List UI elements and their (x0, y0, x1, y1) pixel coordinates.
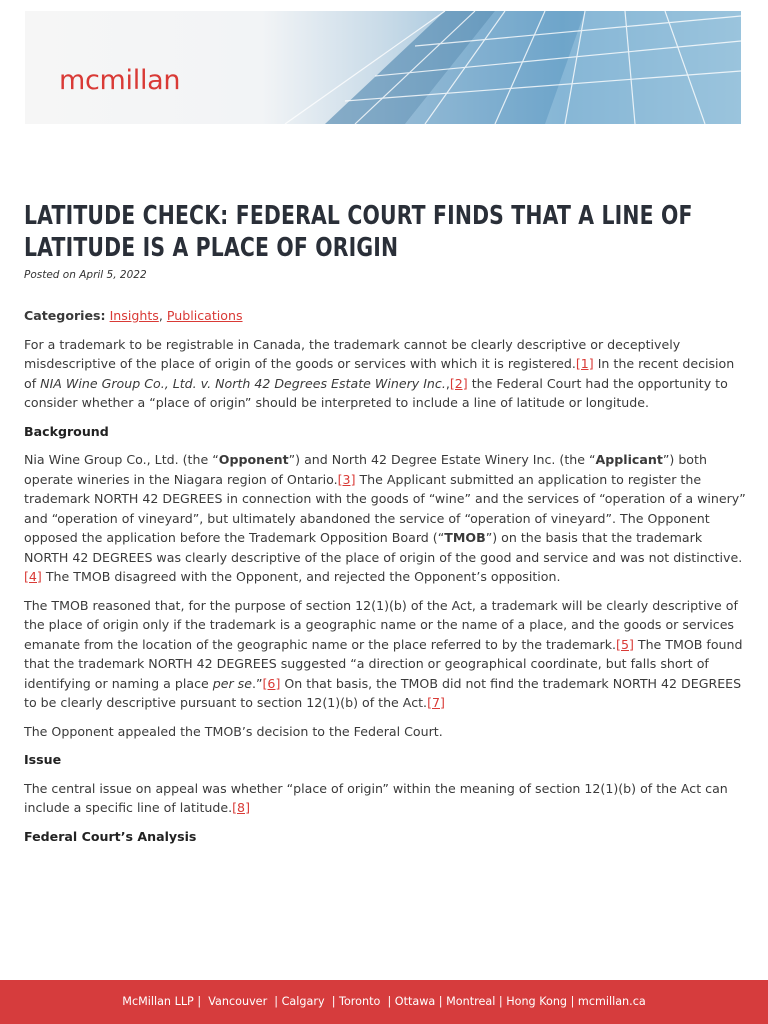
footnote-link-2[interactable]: [2] (449, 375, 468, 391)
bg-bold-tmob: TMOB (444, 530, 486, 545)
case-name: NIA Wine Group Co., Ltd. v. North 42 Degrees Estate Winery Inc. (40, 375, 446, 391)
intro-text-4: the Federal Court had the opportunity to consider whether a “place of origin” should be interpreted to include a line of latitude or longitude. (24, 375, 728, 410)
footnote-link-3[interactable]: [3] (337, 471, 356, 487)
category-link-publications[interactable]: Publications (166, 308, 243, 323)
intro-text-1: For a trademark to be registrable in Canada, the trademark cannot be clearly descriptive or deceptively misdescriptive of the place of origin of the goods or services with which it is registered. (24, 336, 681, 371)
category-separator: , (158, 308, 167, 323)
footer-city-calgary[interactable]: Calgary (281, 995, 325, 1008)
title-line-2: LATITUDE IS A PLACE OF ORIGIN (24, 233, 399, 263)
footnote-link-7[interactable]: [7] (427, 695, 445, 710)
categories-label: Categories: (24, 308, 106, 323)
bg-text-2: ”) and North 42 Degree Estate Winery Inc. (the “ (288, 452, 596, 467)
tmob-italic-per-se: per se (212, 675, 252, 691)
bg-text-5: ”) on the basis that the trademark NORTH 42 DEGREES was clearly descriptive of the place of origin of the good and service and was not distinctive. (24, 530, 743, 565)
bg-text-6: The TMOB disagreed with the Opponent, and rejected the Opponent’s opposition. (41, 569, 561, 584)
intro-text-3: , (445, 375, 450, 391)
footer-city-montreal[interactable]: Montreal (446, 995, 496, 1008)
tmob-text-1: The TMOB reasoned that, for the purpose of section 12(1)(b) of the Act, a trademark will be clearly descriptive of the place of origin only if the trademark is a geographic name or the name of a place, and the goods or services emanate from the location of the geographic name or the place referred to by the trademark. (24, 597, 738, 652)
footer-bar: McMillan LLP | Vancouver | Calgary | Toronto | Ottawa | Montreal | Hong Kong | mcmillan.ca (0, 980, 768, 1024)
tmob-text-3: .” (251, 675, 263, 691)
appeal-paragraph: The Opponent appealed the TMOB’s decision to the Federal Court. (24, 723, 443, 739)
page-title (24, 200, 693, 264)
bg-text-3: ”) both operate wineries in the Niagara region of Ontario. (24, 452, 707, 487)
intro-text-2: In the recent decision of (24, 356, 735, 391)
footnote-link-1[interactable]: [1] (575, 356, 594, 371)
article-body (24, 306, 746, 855)
bg-text-4: The Applicant submitted an application to register the trademark NORTH 42 DEGREES in connection with the goods of “wine” and the services of “operation of a winery” and “operation of vineyard”, but ultimately abandoned the service of “operation of vineyard”. The Opponent opposed the application before the Trademark Opposition Board (“ (24, 471, 746, 545)
background-paragraph (24, 450, 746, 587)
footer-city-ottawa[interactable]: Ottawa (394, 995, 436, 1008)
footer-company: McMillan LLP (122, 995, 194, 1008)
issue-text-1: The central issue on appeal was whether “place of origin” within the meaning of section 12(1)(b) of the Act can include a specific line of latitude. (24, 780, 728, 815)
bg-bold-opponent: Opponent (218, 452, 289, 467)
posted-date: Posted on April 5, 2022 (24, 269, 147, 281)
footer-city-toronto[interactable]: Toronto (339, 995, 381, 1008)
tmob-text-4: On that basis, the TMOB did not find the trademark NORTH 42 DEGREES to be clearly descriptive pursuant to section 12(1)(b) of the Act. (24, 675, 742, 710)
category-link-insights[interactable]: Insights (109, 308, 159, 323)
footnote-link-8[interactable]: [8] (232, 800, 250, 815)
footer-website-link[interactable]: mcmillan.ca (577, 995, 646, 1008)
footer-city-vancouver[interactable]: Vancouver (208, 995, 268, 1008)
issue-paragraph (24, 779, 746, 818)
tmob-paragraph (24, 596, 746, 713)
header-banner (25, 11, 741, 124)
tmob-text-2: The TMOB found that the trademark NORTH 42 DEGREES suggested “a direction or geographical coordinate, but falls short of identifying or naming a place (24, 636, 743, 691)
section-heading-issue: Issue (24, 752, 62, 767)
section-heading-background: Background (24, 423, 109, 439)
section-heading-analysis: Federal Court’s Analysis (24, 828, 197, 844)
intro-paragraph (24, 335, 746, 413)
bg-bold-applicant: Applicant (595, 452, 663, 467)
footnote-link-4[interactable]: [4] (24, 569, 42, 584)
bg-text-1: Nia Wine Group Co., Ltd. (the “ (24, 452, 219, 467)
footnote-link-5[interactable]: [5] (616, 636, 634, 652)
mcmillan-logo[interactable]: mcmillan (59, 65, 181, 96)
title-line-1: LATITUDE CHECK: FEDERAL COURT FINDS THAT A LINE OF (24, 201, 693, 231)
footer-city-hong-kong[interactable]: Hong Kong (506, 995, 568, 1008)
categories-line (24, 306, 746, 326)
footnote-link-6[interactable]: [6] (262, 675, 281, 691)
